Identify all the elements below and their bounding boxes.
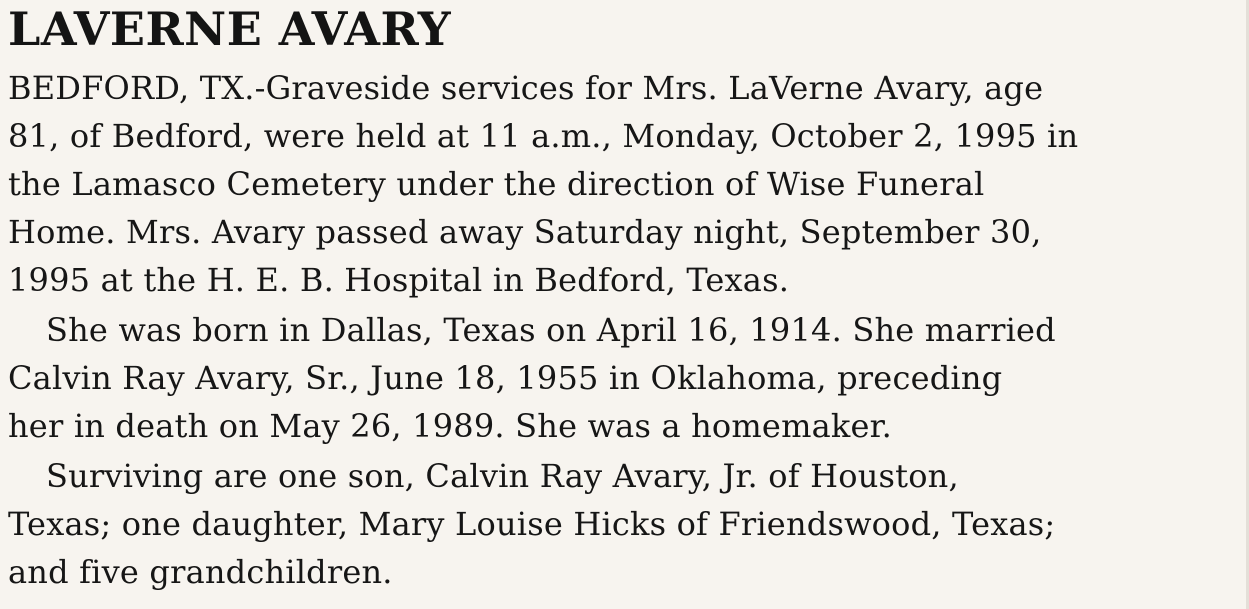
paragraph-1-line-5: 1995 at the H. E. B. Hospital in Bedford, Texas. [8,261,790,299]
paragraph-3-line-3: and five grandchildren. [8,553,393,591]
paragraph-2-line-2: Calvin Ray Avary, Sr., June 18, 1955 in Oklahoma, preceding [8,359,1003,397]
paragraph-1-line-1: BEDFORD, TX.-Graveside services for Mrs. LaVerne Avary, age [8,69,1044,107]
obituary-headline: LAVERNE AVARY [8,2,452,56]
paragraph-3-line-2: Texas; one daughter, Mary Louise Hicks of Friendswood, Texas; [8,505,1056,543]
paragraph-1-line-3: the Lamasco Cemetery under the direction of Wise Funeral [8,165,985,203]
paragraph-2-line-1: She was born in Dallas, Texas on April 16, 1914. She married [46,311,1056,349]
paragraph-1-line-2: 81, of Bedford, were held at 11 a.m., Monday, October 2, 1995 in [8,117,1079,155]
paragraph-3-line-1: Surviving are one son, Calvin Ray Avary, Jr. of Houston, [46,457,959,495]
paragraph-2-line-3: her in death on May 26, 1989. She was a homemaker. [8,407,892,445]
paragraph-1-line-4: Home. Mrs. Avary passed away Saturday night, September 30, [8,213,1042,251]
